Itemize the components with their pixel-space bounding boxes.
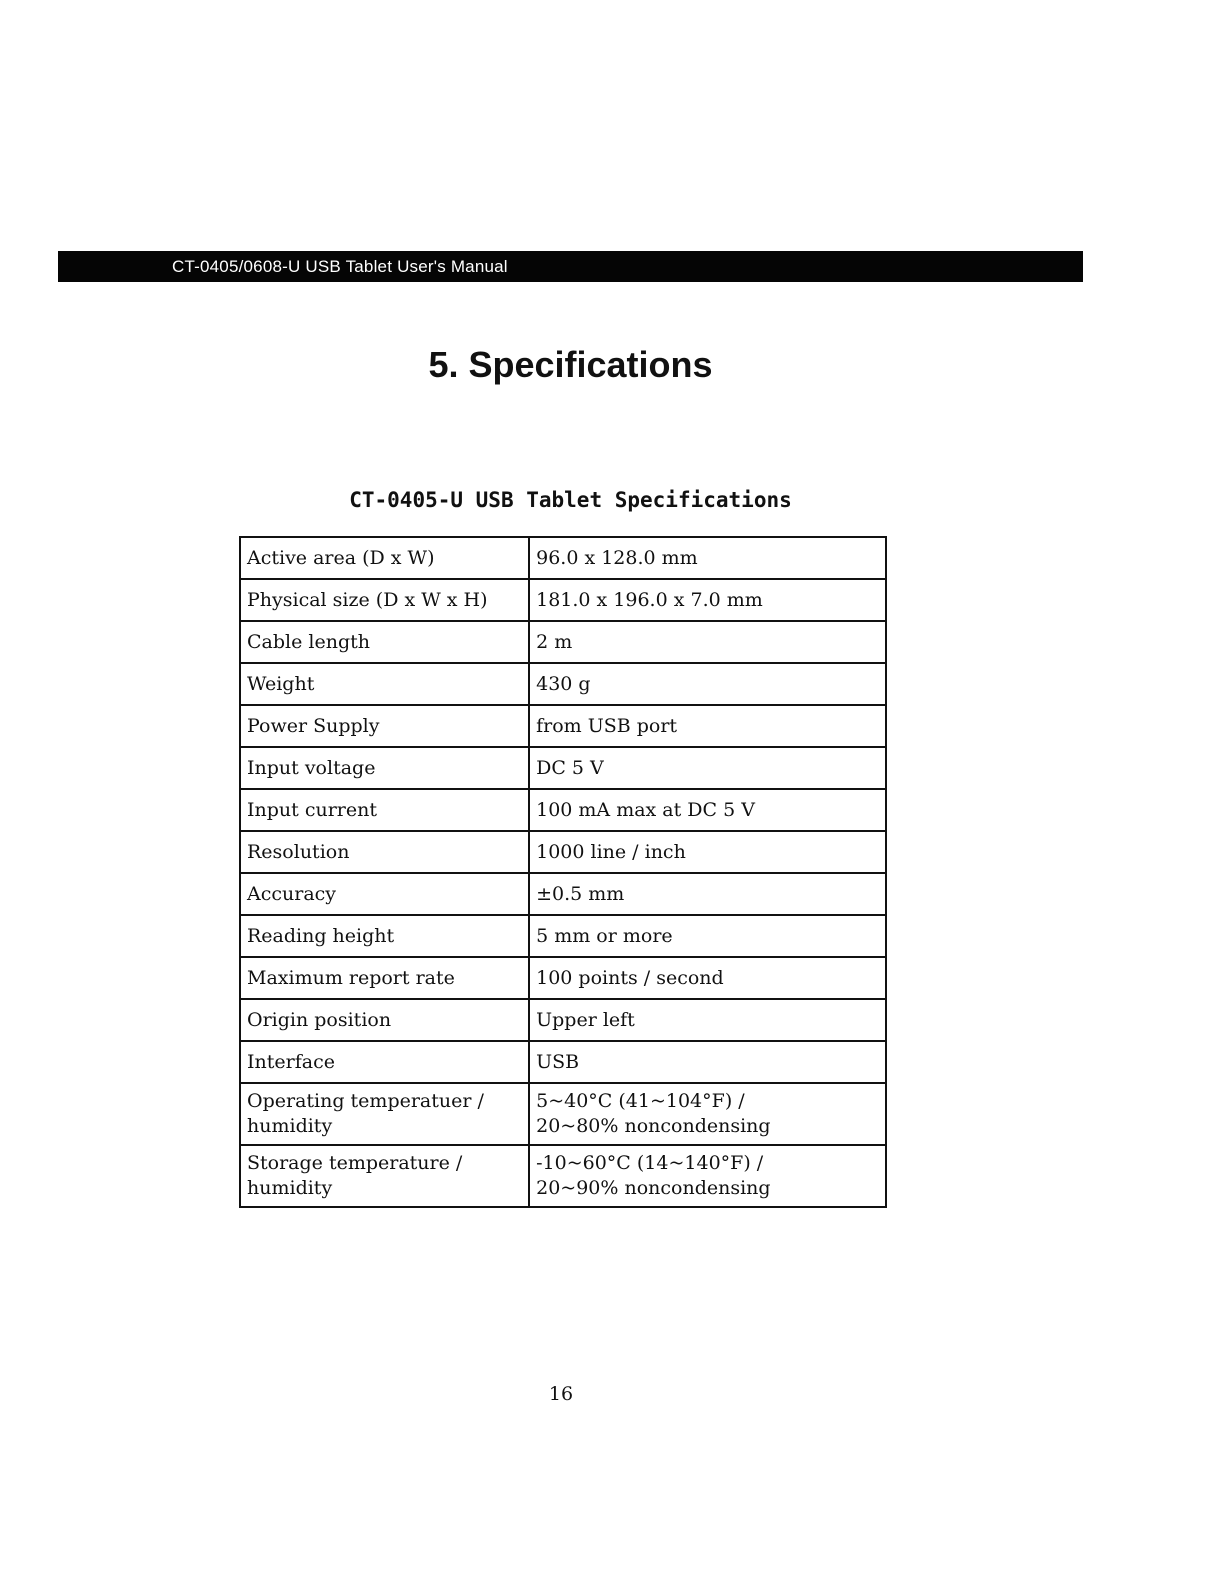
spec-label: Input current [240,789,529,831]
spec-value: 100 mA max at DC 5 V [529,789,886,831]
spec-value-line: 5~40°C (41~104°F) / [536,1090,745,1112]
spec-label: Power Supply [240,705,529,747]
table-row [240,579,886,621]
spec-label: Maximum report rate [240,957,529,999]
spec-value: DC 5 V [529,747,886,789]
spec-value: 2 m [529,621,886,663]
spec-label-line: Storage temperature / [247,1152,463,1174]
spec-value: 100 points / second [529,957,886,999]
spec-value [529,1083,886,1145]
table-row [240,999,886,1041]
spec-label-line: Operating temperatuer / [247,1090,484,1112]
spec-value: Upper left [529,999,886,1041]
spec-label [240,1145,529,1207]
spec-value: 1000 line / inch [529,831,886,873]
table-row [240,705,886,747]
table-row [240,537,886,579]
table-row [240,957,886,999]
spec-label: Reading height [240,915,529,957]
spec-label-line: humidity [247,1115,333,1137]
spec-value-line: -10~60°C (14~140°F) / [536,1152,764,1174]
spec-value: ±0.5 mm [529,873,886,915]
spec-value-line: 20~90% noncondensing [536,1177,771,1199]
spec-value-line: 20~80% noncondensing [536,1115,771,1137]
spec-label: Cable length [240,621,529,663]
spec-label: Interface [240,1041,529,1083]
spec-value: from USB port [529,705,886,747]
table-row [240,747,886,789]
spec-label: Origin position [240,999,529,1041]
spec-table [239,536,887,1208]
spec-label: Accuracy [240,873,529,915]
spec-value: 430 g [529,663,886,705]
table-row [240,831,886,873]
spec-label: Resolution [240,831,529,873]
table-title: CT-0405-U USB Tablet Specifications [349,488,792,512]
page-number: 16 [548,1383,574,1405]
table-row [240,1041,886,1083]
table-row [240,621,886,663]
spec-label: Input voltage [240,747,529,789]
spec-label: Physical size (D x W x H) [240,579,529,621]
spec-label: Active area (D x W) [240,537,529,579]
page-title: 5. Specifications [428,344,713,385]
spec-label: Weight [240,663,529,705]
spec-value: 181.0 x 196.0 x 7.0 mm [529,579,886,621]
spec-value: USB [529,1041,886,1083]
spec-label-line: humidity [247,1177,333,1199]
table-row [240,663,886,705]
table-row [240,789,886,831]
spec-value: 96.0 x 128.0 mm [529,537,886,579]
running-header [58,251,1083,282]
table-row [240,915,886,957]
table-row [240,1083,886,1145]
table-row [240,873,886,915]
spec-value: 5 mm or more [529,915,886,957]
table-row [240,1145,886,1207]
spec-label [240,1083,529,1145]
spec-value [529,1145,886,1207]
running-header-text: CT-0405/0608-U USB Tablet User's Manual [172,257,508,276]
